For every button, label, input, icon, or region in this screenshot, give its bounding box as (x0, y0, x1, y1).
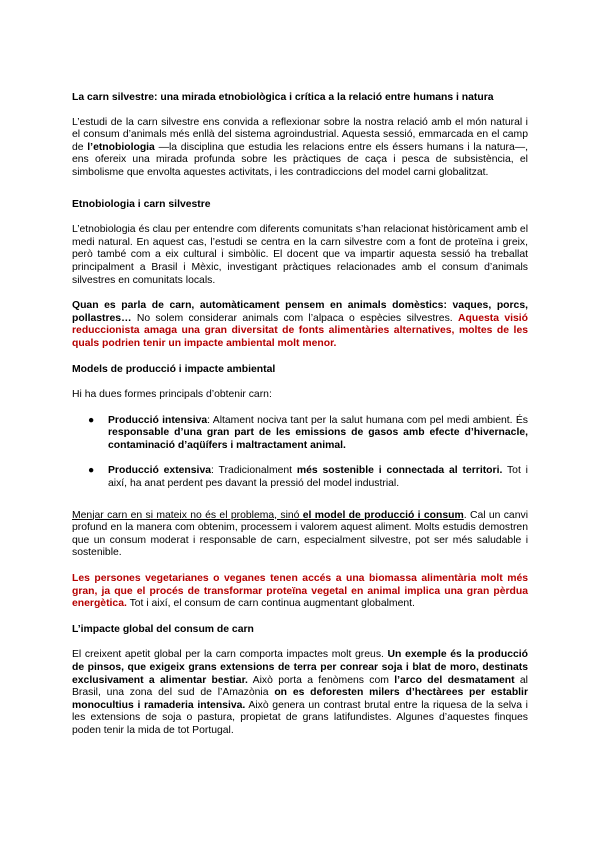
carn-domestica-text: No solem considerar animals com l’alpaca o espècies silvestres. (131, 312, 458, 324)
etnobiologia-paragraph: L’etnobiologia és clau per entendre com diferents comunitats s’han relacionat històricament amb el medi natural. En aquest cas, l’estudi se centra en la carn silvestre com a font de proteïna i greix, però també com a eix cultural i simbòlic. El docent que va impartir aquesta sessió ha treballat principalment a Brasil i Mèxic, investigant pràctiques relacionades amb el consum d’animals silvestres en comunitats locals. (72, 224, 528, 286)
list-item-term: Producció intensiva (108, 414, 208, 426)
intro-paragraph (72, 117, 528, 180)
impacte-text-3: al Brasil, una zona del sud de l’Amazònia (72, 674, 528, 699)
carn-domestica-bold: Quan es parla de carn, automàticament pensem en animals domèstics: vaques, porcs, pollastres… (72, 300, 528, 324)
carn-domestica-paragraph (72, 300, 528, 350)
intro-term: l’etnobiologia (87, 141, 155, 153)
menjar-carn-text: . Cal un canvi profund en la manera com obtenim, processem i valorem aquest aliment. Molts estudis demostren que un consum moderat i responsable de carn, especialment silvestre, pot ser més saludable i sostenible. (72, 509, 528, 559)
list-item-bold: més sostenible i connectada al territori. (296, 465, 503, 477)
section-heading-models: Models de producció i impacte ambiental (72, 363, 276, 375)
models-lead: Hi ha dues formes principals d’obtenir carn: (72, 389, 272, 401)
impacte-paragraph (72, 649, 528, 737)
bullet-icon: ● (88, 414, 95, 426)
list-item-tail: Tot i així, ha anat perdent pes davant la pressió del model industrial. (108, 465, 528, 490)
impacte-text-4: Això genera un contrast brutal entre la riquesa de la selva i les extensions de soja o pastura, propietat de grans latifundistes. Algunes d’aquestes finques poden tenir la mida de tot Portugal. (72, 699, 528, 736)
impacte-text-2: Això porta a fenòmens com (247, 674, 395, 686)
list-item-term: Producció extensiva (108, 465, 211, 477)
section-heading-etnobiologia: Etnobiologia i carn silvestre (72, 198, 211, 210)
vegetarians-text: Tot i així, el consum de carn continua augmentant globalment. (126, 598, 415, 610)
production-list (72, 415, 528, 491)
document-body (72, 92, 528, 751)
list-item-text: : Altament nociva tant per la salut humana com pel medi ambient. És (207, 414, 528, 426)
impacte-bold-1: Un exemple és la producció de pinsos, que exigeix grans extensions de terra per conrear soja i blat de moro, destinats exclusivament a alimentar bestiar. (72, 649, 528, 686)
intro-text-1: L’estudi de la carn silvestre ens convida a reflexionar sobre la nostra relació amb el món natural i el consum d’animals més enllà del sistema agroindustrial. Aquesta sessió, emmarcada en el camp de (72, 116, 528, 153)
carn-domestica-highlight: Aquesta visió reduccionista amaga una gran diversitat de fonts alimentàries alternatives, moltes de les quals podrien tenir un impacte ambiental molt menor. (72, 312, 529, 349)
intro-text-2: —la disciplina que estudia les relacions entre els éssers humans i la natura—, ens ofereix una mirada profunda sobre les pràctiques de caça i pesca de subsistència, el simbolisme que envolta aquestes activitats, i les contradiccions del model carni globalitzat. (72, 141, 528, 178)
section-heading-impacte: L’impacte global del consum de carn (72, 623, 254, 635)
list-item-bold: responsable d’una gran part de les emissions de gasos amb efecte d’hivernacle, contaminació d’aqüífers i maltractament animal. (108, 427, 528, 451)
menjar-carn-model: el model de producció i consum (302, 509, 464, 521)
impacte-text-1: El creixent apetit global per la carn comporta impactes molt greus. (72, 649, 388, 661)
vegetarians-paragraph (72, 573, 528, 611)
impacte-bold-2: l’arco del desmatament (394, 674, 515, 686)
list-item-intensiva (72, 415, 528, 453)
list-item-text: : Tradicionalment (211, 465, 297, 477)
list-item-extensiva (72, 465, 528, 490)
menjar-carn-underlined: Menjar carn en si mateix no és el problema, sinó (72, 509, 303, 521)
vegetarians-highlight: Les persones vegetarianes o veganes tenen accés a una biomassa alimentària molt més gran, ja que el procés de transformar proteïna vegetal en animal implica una gran pèrdua energètica. (72, 573, 528, 610)
bullet-icon: ● (88, 465, 95, 477)
impacte-bold-3: on es deforesten milers d’hectàrees per establir monocultius i ramaderia intensiva. (72, 687, 528, 711)
document-title: La carn silvestre: una mirada etnobiològica i crítica a la relació entre humans i natura (72, 92, 494, 103)
menjar-carn-paragraph (72, 510, 528, 560)
